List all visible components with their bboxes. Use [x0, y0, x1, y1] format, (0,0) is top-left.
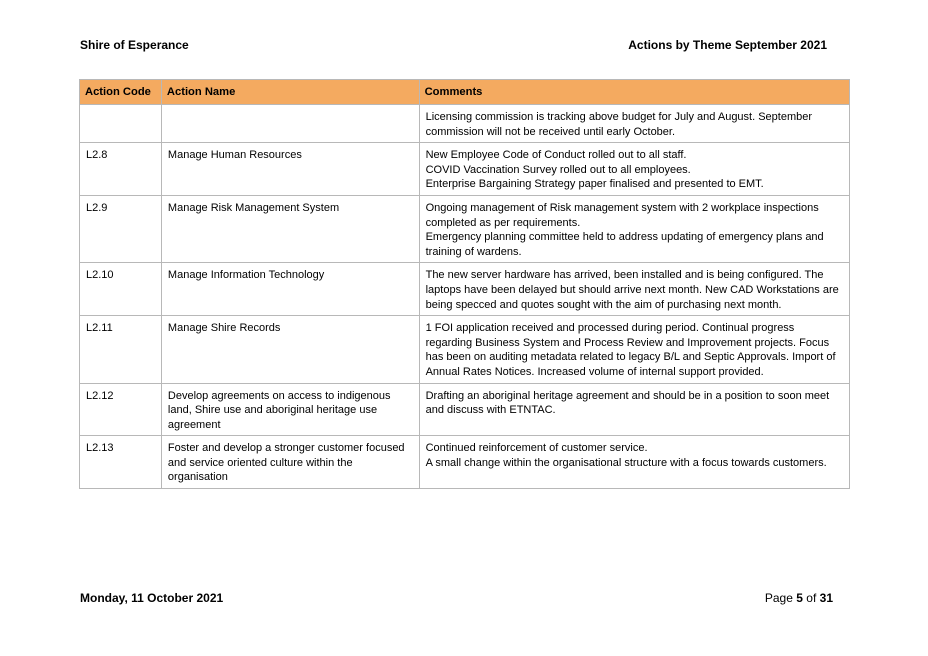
- header-organisation: Shire of Esperance: [80, 38, 189, 52]
- table-body: [80, 105, 850, 489]
- table-row: [80, 263, 850, 316]
- footer-date: Monday, 11 October 2021: [80, 591, 224, 605]
- action-name-cell: Foster and develop a stronger customer focused and service oriented culture within the organisation: [161, 436, 419, 489]
- comments-cell: [419, 263, 849, 316]
- table-row: [80, 436, 850, 489]
- page-current: 5: [796, 591, 803, 605]
- action-name-cell: [161, 105, 419, 143]
- action-code-cell: L2.8: [80, 143, 162, 196]
- comment-line: Drafting an aboriginal heritage agreement and should be in a position to soon meet and discuss with ETNTAC.: [425, 389, 830, 417]
- action-name-cell: Manage Information Technology: [161, 263, 419, 316]
- column-header-action-name: Action Name: [161, 80, 419, 105]
- action-code-cell: [80, 105, 162, 143]
- table-row: [80, 316, 850, 383]
- page-of: of: [806, 591, 817, 605]
- comments-cell: [419, 143, 849, 196]
- page-label: Page: [764, 591, 793, 605]
- comments-cell: [419, 105, 849, 143]
- action-name-cell: Manage Human Resources: [161, 143, 419, 196]
- actions-table: [79, 79, 850, 489]
- footer-page-number: [765, 591, 833, 605]
- table-row: [80, 143, 850, 196]
- comment-line: A small change within the organisational structure with a focus towards customers.: [425, 456, 827, 469]
- comment-line: The new server hardware has arrived, been installed and is being configured. The laptops have been delayed but should arrive next month. New CAD Workstations are being specced and quotes sought with the aim of purchasing next month.: [425, 269, 839, 311]
- comments-cell: [419, 316, 849, 383]
- action-name-cell: Manage Risk Management System: [161, 195, 419, 262]
- comment-line: Licensing commission is tracking above budget for July and August. September commission will not be received until early October.: [425, 111, 813, 138]
- column-header-comments: Comments: [419, 80, 849, 105]
- comment-line: New Employee Code of Conduct rolled out to all staff.: [425, 149, 687, 162]
- comments-cell: [419, 383, 849, 436]
- table-row: [80, 105, 850, 143]
- action-name-cell: Develop agreements on access to indigenous land, Shire use and aboriginal heritage use agreement: [161, 383, 419, 436]
- comment-line: COVID Vaccination Survey rolled out to all employees.: [425, 163, 691, 176]
- comment-line: Ongoing management of Risk management system with 2 workplace inspections completed as per requirements.: [425, 201, 819, 229]
- column-header-action-code: Action Code: [80, 80, 162, 105]
- action-code-cell: L2.11: [80, 316, 162, 383]
- comments-cell: [419, 436, 849, 489]
- action-name-cell: Manage Shire Records: [161, 316, 419, 383]
- page-total: 31: [819, 591, 833, 605]
- table-header-row: [80, 80, 850, 105]
- comment-line: 1 FOI application received and processed during period. Continual progress regarding Business System and Process Review and Improvement projects. Focus has been on auditing metadata related to legacy B/L and Septic Approvals. Import of Annual Rates Notices. Increased volume of internal support provided.: [425, 322, 836, 378]
- action-code-cell: L2.13: [80, 436, 162, 489]
- comments-cell: [419, 195, 849, 262]
- action-code-cell: L2.9: [80, 195, 162, 262]
- table-row: [80, 195, 850, 262]
- header-report-title: Actions by Theme September 2021: [628, 38, 827, 52]
- table-row: [80, 383, 850, 436]
- comment-line: Enterprise Bargaining Strategy paper finalised and presented to EMT.: [425, 178, 764, 191]
- action-code-cell: L2.12: [80, 383, 162, 436]
- comment-line: Continued reinforcement of customer service.: [425, 442, 648, 455]
- action-code-cell: L2.10: [80, 263, 162, 316]
- comment-line: Emergency planning committee held to address updating of emergency plans and training of wardens.: [425, 231, 824, 258]
